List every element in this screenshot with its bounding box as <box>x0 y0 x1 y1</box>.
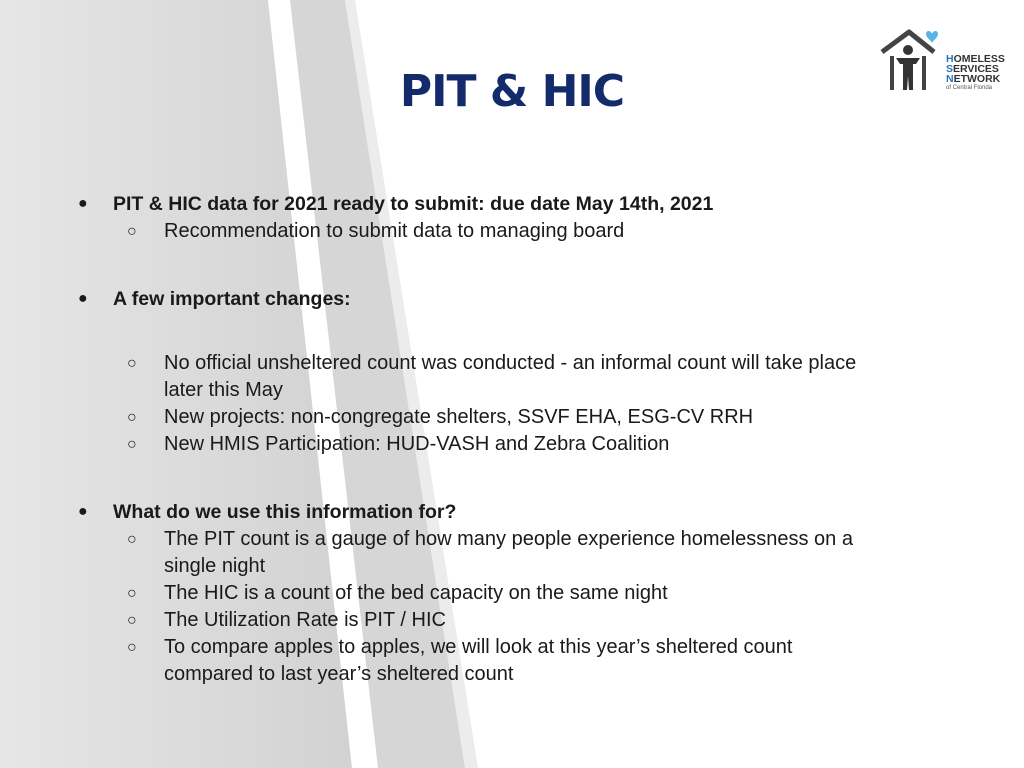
sub-bullet-icon: ○ <box>127 612 137 629</box>
sub-bullet-icon: ○ <box>127 409 137 426</box>
logo-wordmark: HOMELESS SERVICES NETWORK of Central Florida <box>946 53 1005 91</box>
bullet-2-sub-1-cont: later this May <box>164 379 283 401</box>
bullet-3-sub-3: The Utilization Rate is PIT / HIC <box>164 609 446 631</box>
sub-bullet-icon: ○ <box>127 223 137 240</box>
bullet-2-text: A few important changes: <box>113 288 351 310</box>
heart-icon <box>926 31 938 43</box>
bullet-2-sub-3: New HMIS Participation: HUD-VASH and Zebra Coalition <box>164 433 670 455</box>
sub-bullet-icon: ○ <box>127 531 137 548</box>
bullet-3-sub-1: The PIT count is a gauge of how many people experience homelessness on a <box>164 528 853 550</box>
sub-bullet-icon: ○ <box>127 585 137 602</box>
sub-bullet-icon: ○ <box>127 355 137 372</box>
bullet-2-sub-2: New projects: non-congregate shelters, SSVF EHA, ESG-CV RRH <box>164 406 754 428</box>
bullet-3-sub-2: The HIC is a count of the bed capacity on the same night <box>164 582 668 604</box>
bullet-3-sub-1-cont: single night <box>164 555 266 577</box>
bullet-icon: ● <box>78 503 88 520</box>
bullet-1-text: PIT & HIC data for 2021 ready to submit: due date May 14th, 2021 <box>113 193 714 215</box>
bullet-2-sub-1: No official unsheltered count was conducted - an informal count will take place <box>164 352 857 374</box>
bullet-icon: ● <box>78 290 88 307</box>
bullet-icon: ● <box>78 195 88 212</box>
house-person-icon <box>876 26 946 96</box>
bullet-3-sub-4: To compare apples to apples, we will look at this year’s sheltered count <box>164 636 793 658</box>
sub-bullet-icon: ○ <box>127 639 137 656</box>
bullet-1-sub-1: Recommendation to submit data to managing board <box>164 220 625 242</box>
sub-bullet-icon: ○ <box>127 436 137 453</box>
slide-title: PIT & HIC <box>399 66 625 117</box>
homeless-services-network-logo <box>876 24 1005 98</box>
bullet-3-sub-4-cont: compared to last year’s sheltered count <box>164 663 514 685</box>
bullet-3-text: What do we use this information for? <box>113 501 457 523</box>
